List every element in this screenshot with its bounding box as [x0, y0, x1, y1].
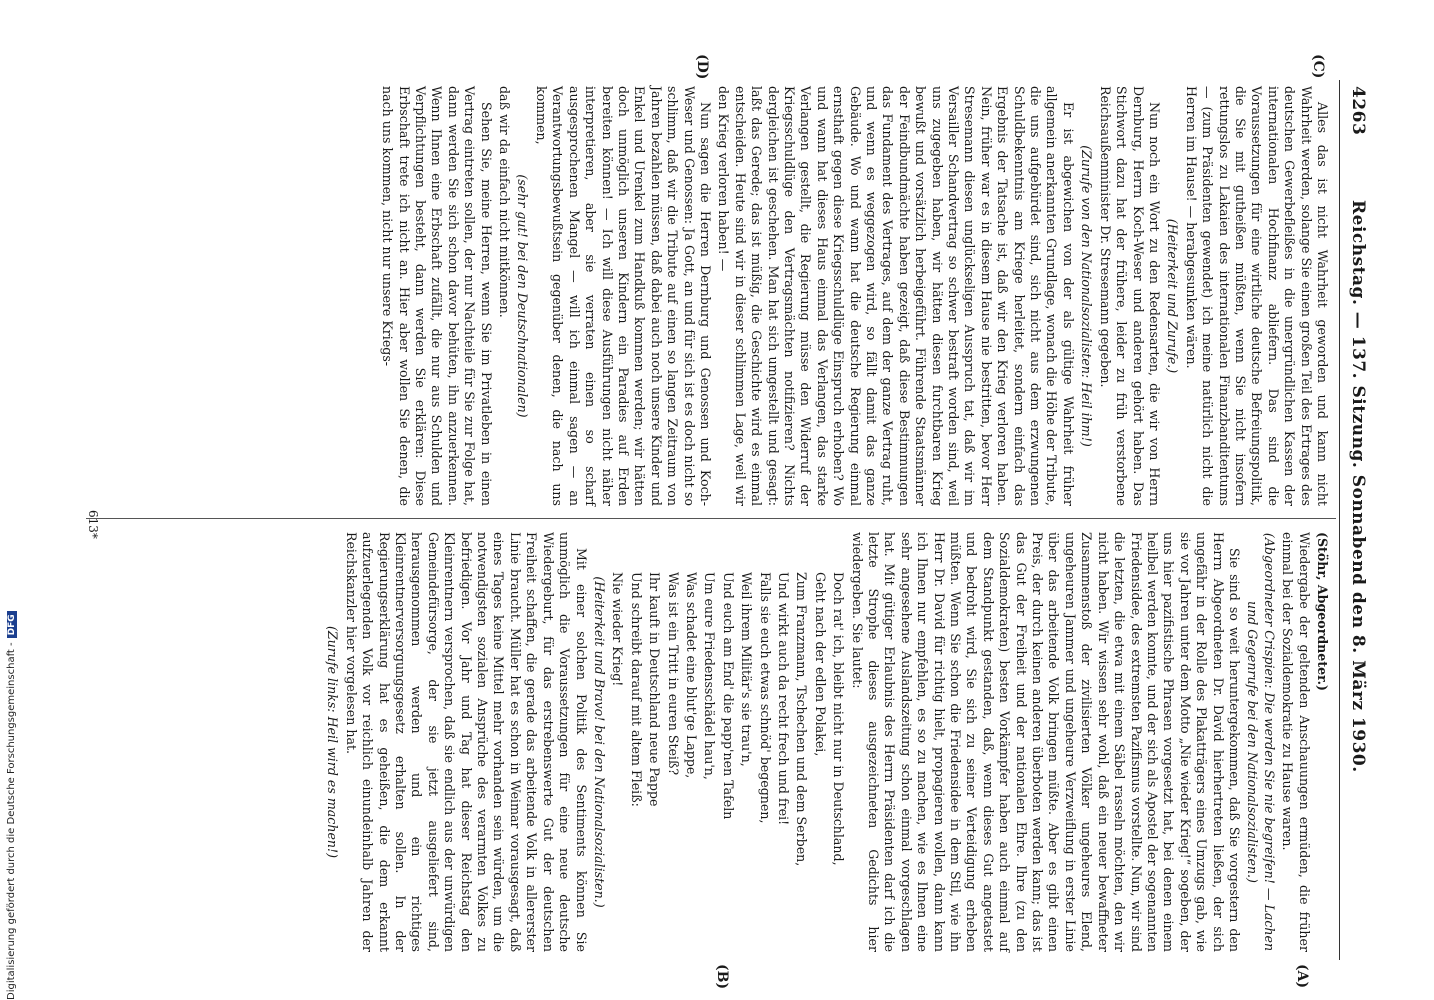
- left-column: [377, 86, 1330, 506]
- paragraph: daß wir da einfach nicht mitkönnen.: [497, 86, 513, 318]
- verse-line: Was schadet eine blut'ge Lappe,: [683, 572, 699, 779]
- paragraph: Mit einer solchen Politik des Sentiments können Sie unmöglich die Voraussetzungen für eine neue deutsche Wiedergeburt, für das erstrebenswerte Gut der deutschen Freiheit schaffen, die gerade das arbeitende Volk in allererster Linie braucht. Müller hat es schon in Weimar vorausgesagt, daß eines Tages keine Mittel mehr vorhanden sein würden, um die notwendigsten sozialen Ansprüche des verarmten Volkes zu befriedigen. Vor Jahr und Tag hat dieser Reichstag den Kleinrentnern versprochen, daß sie endlich aus der unwürdigen Gemeindefürsorge, der sie jetzt ausgeliefert sind, herausgenommen werden und ein richtiges Kleinrentnerversorgungsgesetz erhalten sollen. In der Regierungserklärung hat es geheißen, die dem erkannt aufzuerlegenden Volk vor reichlich einundeinhalb Jahren der Reichskanzler hier vorgelesen hat.: [343, 532, 589, 952]
- header-title: Reichstag. — 137. Sitzung. Sonnabend den 8. März 1930.: [1348, 200, 1368, 773]
- reaction: (Heiterkeit und Zurufe.): [1165, 218, 1181, 374]
- verse-line: Doch rat' ich, bleibt nicht nur in Deutschland,: [831, 572, 847, 866]
- verse-line: Weil ihrem Militär's sie trau'n,: [739, 572, 755, 767]
- digitization-credit: [6, 10, 17, 1000]
- reaction: (Heiterkeit und Bravo! bei den Nationalsozialisten.): [591, 576, 607, 908]
- reaction: (Zurufe von den Nationalsozialisten: Heil ihm!): [1079, 145, 1095, 447]
- reaction: (Zurufe links: Heil wird es machen!): [325, 626, 341, 858]
- verse-line: Falls sie euch etwas schnöd' begegnen,: [757, 572, 773, 824]
- page-content: [80, 54, 1370, 990]
- verse-line: Und wirkt auch da recht frech und frei!: [776, 572, 791, 826]
- verse-line: Zum Franzmann, Tschechen und dem Serben,: [794, 572, 810, 867]
- margin-marker-c: (C): [1310, 54, 1326, 79]
- verse-line: Und euch am End' die papp'nen Tafeln: [720, 572, 736, 820]
- paragraph: Sie sind so weit heruntergekommen, daß Sie vorgestern den Herrn Abgeordneten Dr. David hierhertreten ließen, der sich ungefähr in der Rolle des Plakatträgers eines Umzugs gab, wie sie vor Jahren unter dem Motto „Nie wieder Krieg!“ sogeben, der uns hier pazifistische Phrasen vorgesetzt hat, bei denen einem heilbel werden konnte, und der sich als Apostel der sogenannten Friedensidee, des extremsten Pazifismus vorstellte. Nun, wir sind die letzten, die etwa mit einem Säbel rasseln möchten, den wir nicht haben. Wir wissen sehr wohl, daß ein neuer bewaffneter Zusammenstoß der zivilisierten Völker ungeheures Elend, ungeheuren Jammer und ungeheure Verzweiflung in erster Linie über das arbeitende Volk bringen müßte. Aber es gibt einen Preis, der durch keinen anderen überboten werden kann; das ist das Gut der Freiheit und der nationalen Ehre. Ihre (zu den Sozialdemokraten) besten Vorkämpfer haben auch einmal auf dem Standpunkt gestanden, daß, wenn dieses Gut angetastet und bedroht wird, Sie sich zu seiner Verteidigung erheben müßten. Wenn Sie schon die Friedensidee in dem Stil, wie ihn Herr Dr. David für richtig hielt, propagieren wollen, dann kann ich Ihnen nur empfehlen, es so zu machen, wie es Ihnen eine sehr angesehene Auslandszeitung schon einmal vorgeschlagen hat. Mit gütiger Erlaubnis des Herrn Präsidenten darf ich die letzte Strophe dieses ausgezeichneten Gedichts hier wiedergeben. Sie lautet:: [849, 532, 1242, 952]
- credit-text: Digitalisierung gefördert durch die Deutsche Forschungsgemeinschaft -: [6, 642, 17, 1000]
- paragraph: Sehen Sie, meine Herren, wenn Sie im Privatleben in einen Vertrag eintreten sollen, der nur Nachteile für Sie zur Folge hat, dann werden Sie sich schon davor behüten, ihn anzuerkennen. Wenn Ihnen eine Erbschaft zufällt, die nur aus Schulden und Verpflichtungen besteht, dann werden Sie erklären: Diese Erbschaft trete ich nicht an. Hier aber wollen Sie denen, die nach uns kommen, nicht nur unsere Kriegs-: [380, 86, 494, 506]
- verse-line: Ihr kauft in Deutschland neue Pappe: [647, 572, 663, 807]
- verse-line: Was ist ein Tritt in euren Steiß?: [665, 572, 681, 776]
- verse-line: Um eure Friedensschädel hau'n,: [702, 572, 718, 780]
- reaction: (sehr gut! bei den Deutschnationalen): [515, 174, 531, 418]
- margin-marker-a: (A): [1294, 964, 1310, 989]
- page-header: [1342, 80, 1370, 960]
- margin-marker-b: (B): [714, 964, 730, 990]
- paragraph: Er ist abgewichen von der als gültige Wahrheit früher allgemein anerkannten Grundlage, wonach die Höhe der Tribute, die uns aufgebürdet sind, sich nicht aus dem erzwungenen Schuldbekenntnis am Kriege herleitet, sondern einfach das Ergebnis der Tatsache ist, daß wir den Krieg verloren haben. Nein, früher war es in diesem Hause nie bestritten, bevor Herr Stresemann diesen unglückseligen Ausspruch tat, daß wir im Versailler Schandvertrag so schwer bestraft worden sind, weil uns zugegeben haben, wir hätten diesen furchtbaren Krieg bewußt und vorsätzlich herbeigeführt. Führende Staatsmänner der Feindbundmächte haben gezeigt, daß diese Bestimmungen das Fundament des Vertrages, auf dem der ganze Vertrag ruht, und wenn es weggezogen wird, so fällt damit das ganze Gebäude. Wo und wann hat die deutsche Regierung einmal ernsthaft gegen diese Kriegsschuldlüge Einspruch erhoben? Wo und wann hat dieses Haus einmal das Verlangen, das starke Verlangen gestellt, die Regierung müsse den Widerruf der Kriegsschuldlüge den Vertragsmächten notifizieren? Nichts dergleichen ist geschehen. Man hat sich umgestellt und gesagt: laßt das Gerede; das ist müßig, die Geschichte wird es einmal entscheiden. Heute sind wir in dieser schlimmen Lage, weil wir den Krieg verloren haben! —: [716, 86, 1076, 506]
- paragraph: Wiedergabe der geltenden Anschauungen ermüden, die früher einmal bei der Sozialdemokratie zu Hause waren.: [1280, 532, 1312, 952]
- signature-mark: 613*: [86, 510, 100, 539]
- paragraph: Alles das ist nicht Wahrheit geworden und kann nicht Wahrheit werden, solange Sie einen großen Teil des Ertrages des deutschen Gewerbefleißes in die unergründlichen Kassen der internationalen Hochfinanz abliefern. Das sind die Voraussetzungen für eine wirtliche deutsche Befreiungspolitik, die Sie mit gutheißen müßten, wenn Sie nicht insofern rettungslos zu Lakaien des internationalen Finanzbanditentums — (zum Präsidenten gewendet) ich meine natürlich nicht die Herren im Hause! — herabgesunken wären.: [1183, 86, 1330, 506]
- right-column: [322, 532, 1330, 952]
- paragraph: Nun sagen die Herren Dernburg und Genossen und Koch-Weser und Genossen: Ja Gott, an und für sich ist es doch nicht so schlimm, daß wir die Tribute auf einen so langen Zeitraum von Jahren bezahlen müssen, daß dabei auch noch unsere Kinder und Enkel und Urenkel zum Handkuß kommen werden; wir hätten doch unmöglich unseren Kindern ein Paradies auf Erden bereiten können! — Ich will diese Ausführungen nicht näher interpretieren, aber sie verraten einen so scharf ausgesprochenen Mangel — will ich einmal sagen — an Verantwortungsbewußtsein gegenüber denen, die nach uns kommen,: [533, 86, 713, 506]
- margin-marker-d: (D): [694, 54, 710, 80]
- verse-line: Und schreibt darauf mit altem Fleiß:: [628, 572, 644, 807]
- page-number: 4263: [1348, 86, 1368, 136]
- reaction: (Abgeordneter Crispien: Die werden Sie nie begreifen! — Lachen und Gegenrufe bei den Nationalsozialisten.): [1245, 532, 1277, 952]
- verse-block: [609, 532, 846, 952]
- paragraph: Nun noch ein Wort zu den Redensarten, die wir von Herrn Dernburg, Herrn Koch-Weser und anderen gehört haben. Das Stichwort dazu hat der frühere, leider zu früh verstorbene Reichsaußenminister Dr. Stresemann gegeben.: [1097, 86, 1162, 506]
- dfg-logo: DFG: [7, 611, 17, 638]
- verse-line: Nie wieder Krieg!: [610, 572, 626, 687]
- speaker-label: (Stöhr, Abgeordneter.): [1315, 532, 1330, 691]
- column-divider: [86, 518, 1336, 519]
- header-rule: [1339, 80, 1340, 960]
- verse-line: Geht nach der edlen Polakei,: [812, 572, 828, 757]
